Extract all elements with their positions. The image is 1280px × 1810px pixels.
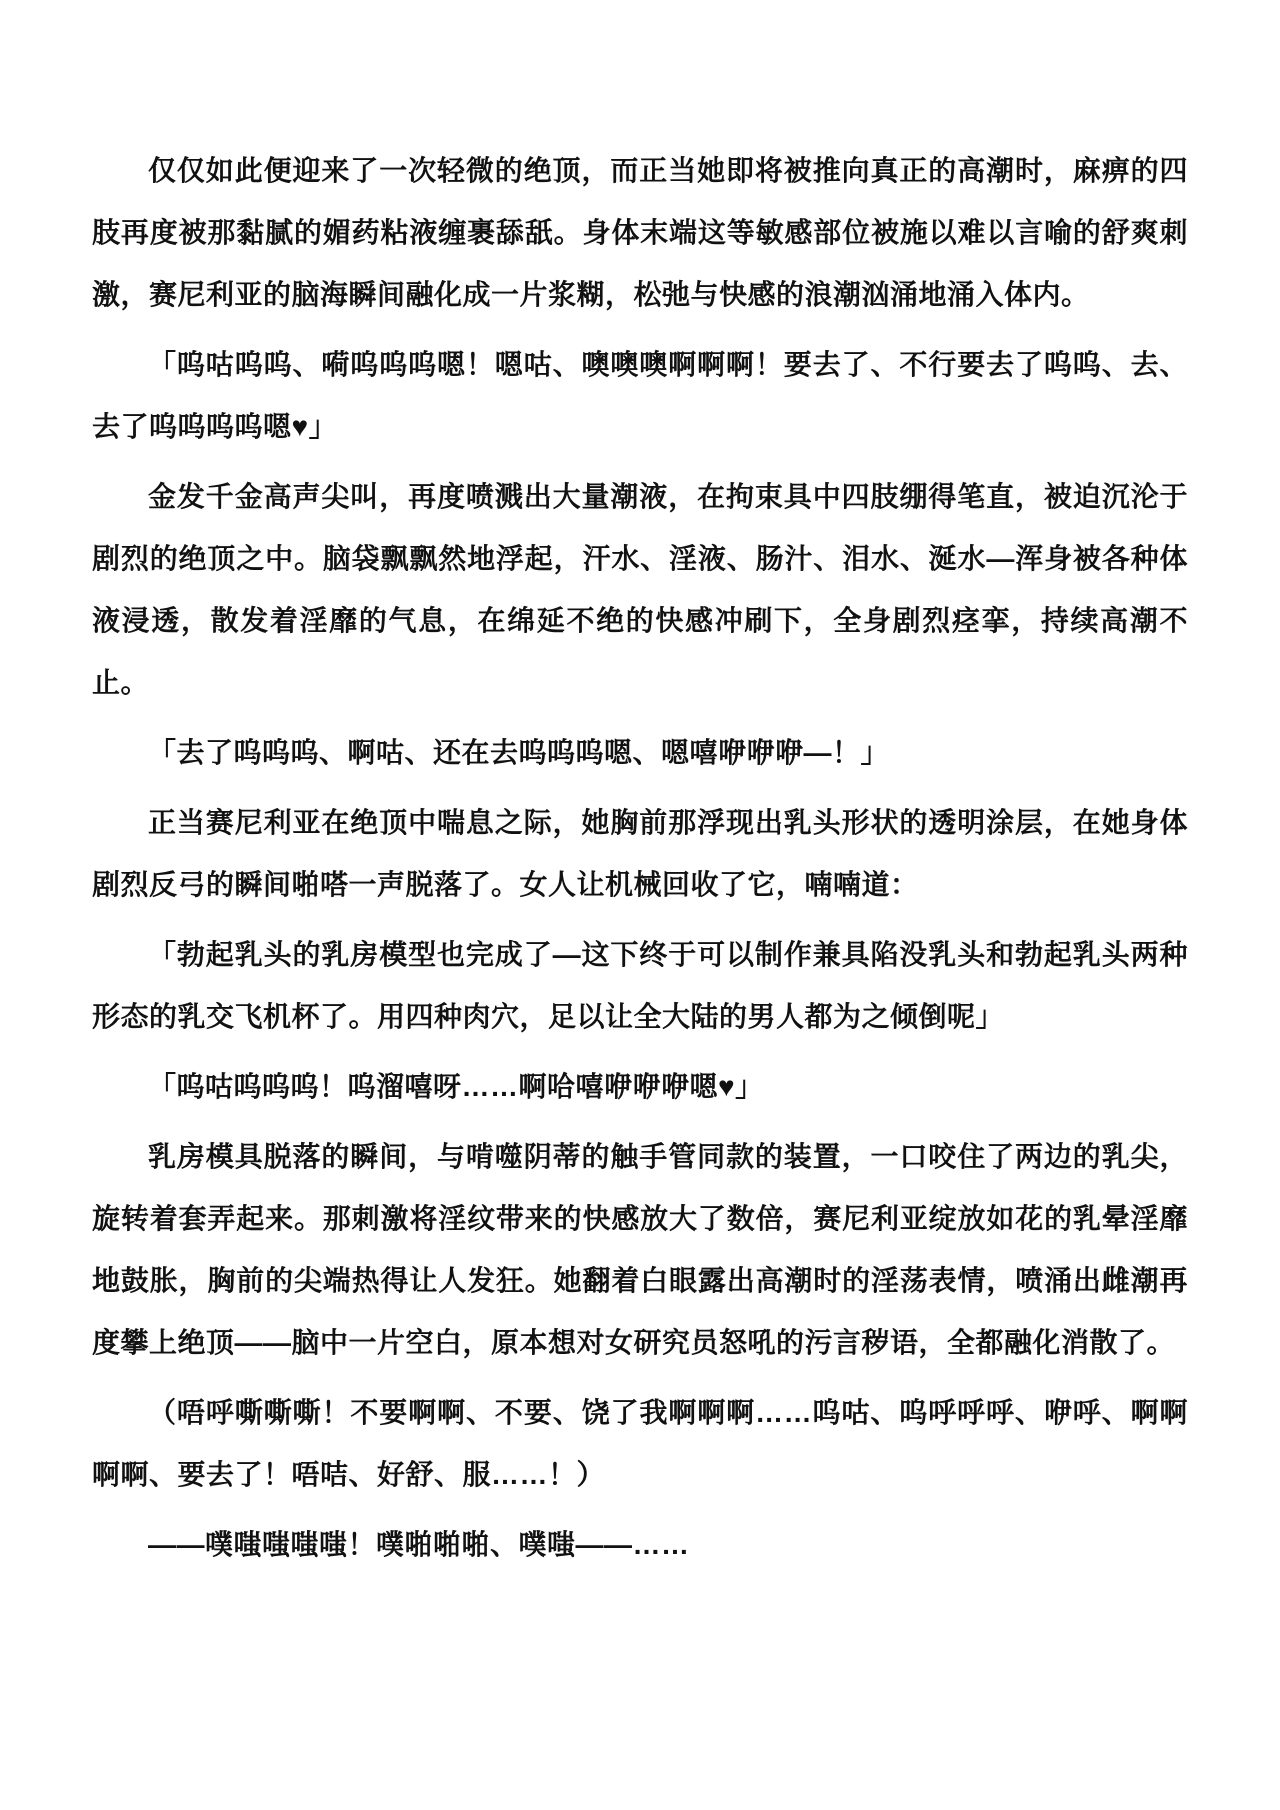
- paragraph-narration-1: 仅仅如此便迎来了一次轻微的绝顶，而正当她即将被推向真正的高潮时，麻痹的四肢再度被那黏腻的媚药粘液缠裹舔舐。身体末端这等敏感部位被施以难以言喻的舒爽刺激，赛尼利亚的脑海瞬间融化成一片浆糊，松弛与快感的浪潮汹涌地涌入体内。: [92, 155, 1188, 310]
- paragraph-dialogue-4: 「呜咕呜呜呜！呜溜嘻呀……啊哈嘻咿咿咿嗯♥」: [148, 1071, 764, 1102]
- paragraph-dialogue-3: 「勃起乳头的乳房模型也完成了—这下终于可以制作兼具陷没乳头和勃起乳头两种形态的乳交飞机杯了。用四种肉穴，足以让全大陆的男人都为之倾倒呢」: [92, 939, 1188, 1032]
- paragraph-narration-2: 金发千金高声尖叫，再度喷溅出大量潮液，在拘束具中四肢绷得笔直，被迫沉沦于剧烈的绝顶之中。脑袋飘飘然地浮起，汗水、淫液、肠汁、泪水、涎水—浑身被各种体液浸透，散发着淫靡的气息，在绵延不绝的快感冲刷下，全身剧烈痉挛，持续高潮不止。: [92, 481, 1188, 698]
- paragraph-sound-effect: ——噗嗤嗤嗤嗤！噗啪啪啪、噗嗤——……: [148, 1529, 690, 1560]
- paragraph-dialogue-2: 「去了呜呜呜、啊咕、还在去呜呜呜嗯、嗯嘻咿咿咿—！」: [148, 737, 890, 768]
- paragraph-narration-4: 乳房模具脱落的瞬间，与啃噬阴蒂的触手管同款的装置，一口咬住了两边的乳尖，旋转着套弄起来。那刺激将淫纹带来的快感放大了数倍，赛尼利亚绽放如花的乳晕淫靡地鼓胀，胸前的尖端热得让人发狂。她翻着白眼露出高潮时的淫荡表情，喷涌出雌潮再度攀上绝顶——脑中一片空白，原本想对女研究员怒吼的污言秽语，全都融化消散了。: [92, 1141, 1188, 1358]
- paragraph-narration-3: 正当赛尼利亚在绝顶中喘息之际，她胸前那浮现出乳头形状的透明涂层，在她身体剧烈反弓的瞬间啪嗒一声脱落了。女人让机械回收了它，喃喃道：: [92, 807, 1188, 900]
- paragraph-dialogue-1: 「呜咕呜呜、嗬呜呜呜嗯！嗯咕、噢噢噢啊啊啊！要去了、不行要去了呜呜、去、去了呜呜呜呜嗯♥」: [92, 349, 1188, 442]
- paragraph-inner-monologue: （唔呼嘶嘶嘶！不要啊啊、不要、饶了我啊啊啊……呜咕、呜呼呼呼、咿呼、啊啊啊啊、要去了！唔咭、好舒、服……！）: [92, 1397, 1188, 1490]
